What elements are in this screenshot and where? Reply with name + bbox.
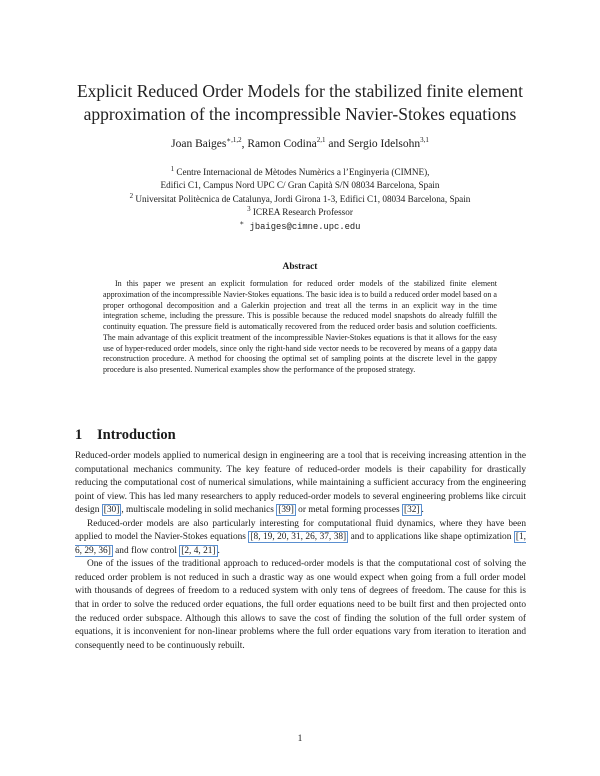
title-line-2: approximation of the incompressible Navier-Stokes equations [83, 104, 517, 124]
paragraph-1: Reduced-order models applied to numerical design in engineering are a tool that is receiving increasing attention in the computational mechanics community. The key feature of reduced-order models is their capability for drastically reducing the computational cost of numerical simulations, while maintaining a sufficient accuracy from the engineering point of view. This has led many researchers to apply reduced-order models to several engineering problems like circuit design [30] , multiscale modeling in solid mechanics [39] or metal forming processes [32] . [75, 451, 526, 516]
affiliation-1: $^1$ Centre Internacional de Mètodes Numèrics a l’Enginyeria (CIMNE), [170, 164, 430, 177]
email-link[interactable]: jbaiges@cimne.upc.edu [244, 221, 361, 232]
affiliations [60, 166, 540, 234]
paper-title [40, 80, 560, 126]
citation-link[interactable]: [32] [403, 505, 420, 516]
section-body [75, 450, 526, 653]
author-name: and Sergio Idelsohn [325, 138, 421, 150]
citation-link[interactable]: [30] [103, 505, 120, 516]
author-affiliation-marker: ∗,1,2 [226, 136, 242, 145]
title-line-1: Explicit Reduced Order Models for the stabilized finite element [76, 81, 524, 101]
citation-link[interactable]: [2, 4, 21] [181, 545, 216, 556]
citation-link[interactable]: [8, 19, 20, 31, 26, 37, 38] [250, 532, 347, 543]
affiliation-marker: 3 [247, 205, 251, 214]
abstract-heading: Abstract [282, 262, 318, 272]
affiliation-marker: 2 [129, 191, 134, 200]
section-heading [75, 427, 176, 444]
page-number: 1 [297, 734, 303, 744]
author-affiliation-marker: 3,1 [420, 136, 429, 145]
abstract-body [103, 279, 497, 376]
section-title: Introduction [97, 427, 176, 443]
email-marker: ∗ [239, 218, 245, 227]
author-list [40, 137, 560, 151]
corresponding-email [60, 220, 540, 234]
citation-link[interactable]: [39] [278, 505, 294, 516]
affiliation-2: $^2$ Universitat Politècnica de Catalunya, Jordi Girona 1-3, Edifici C1, 08034 Barcelona, Spain [129, 191, 471, 204]
section-number: 1 [75, 427, 83, 443]
paragraph-3: One of the issues of the traditional approach to reduced-order models is that the computational cost of solving the reduced order problem is not reduced in such a drastic way as one would expect when going from a full order model with thousands of degrees of freedom to a reduced system with only tens of degrees of freedom. The cause for this is that in order to solve the reduced order equations, the full order equations need to be built first and then projected onto the reduced order subspace. Although this allows to save the cost of finding the solution of the full order system of equations, it is inconvenient for non-linear problems where the full order equations vary from iteration to iteration and consequently need to be continuously rebuilt. [75, 559, 526, 651]
author-name: , Ramon Codina [241, 138, 317, 150]
abstract-text: In this paper we present an explicit formulation for reduced order models of the stabilized finite element approximation of the incompressible Navier-Stokes equations. The basic idea is to build a reduced order model based on a proper orthogonal decomposition and a Galerkin projection and treat all the terms in an explicit way in the time integration scheme, including the pressure. This is possible because the reduced model snapshots do already fulfill the continuity equation. The pressure field is automatically recovered from the reduced order basis and solution coefficients. The main advantage of this explicit treatment of the incompressible Navier-Stokes equations is that it allows for the easy use of hyper-reduced order models, since only the right-hand side vector needs to be recovered by means of a gappy data reconstruction procedure. A method for choosing the optimal set of sampling points at the discrete level in the gappy procedure is also presented. Numerical examples show the performance of the proposed strategy. [103, 279, 497, 374]
citation-link[interactable]: [1, 6, 29, 36] [75, 532, 526, 556]
affiliation-marker: 1 [170, 164, 175, 173]
affiliation-1-address: Edifici C1, Campus Nord UPC C/ Gran Capità S/N 08034 Barcelona, Spain [160, 180, 440, 191]
author-name: Joan Baiges [171, 138, 227, 150]
affiliation-3: $^3$ ICREA Research Professor [247, 205, 353, 218]
paragraph-2: Reduced-order models are also particularly interesting for computational fluid dynamics, where they have been applied to model the Navier-Stokes equations [8, 19, 20, 31, 26, 37, 38] and to applications like shape optimization [1, 6, 29, 36] and flow control [2, 4, 21] . [75, 518, 526, 556]
author-affiliation-marker: 2,1 [316, 136, 326, 145]
